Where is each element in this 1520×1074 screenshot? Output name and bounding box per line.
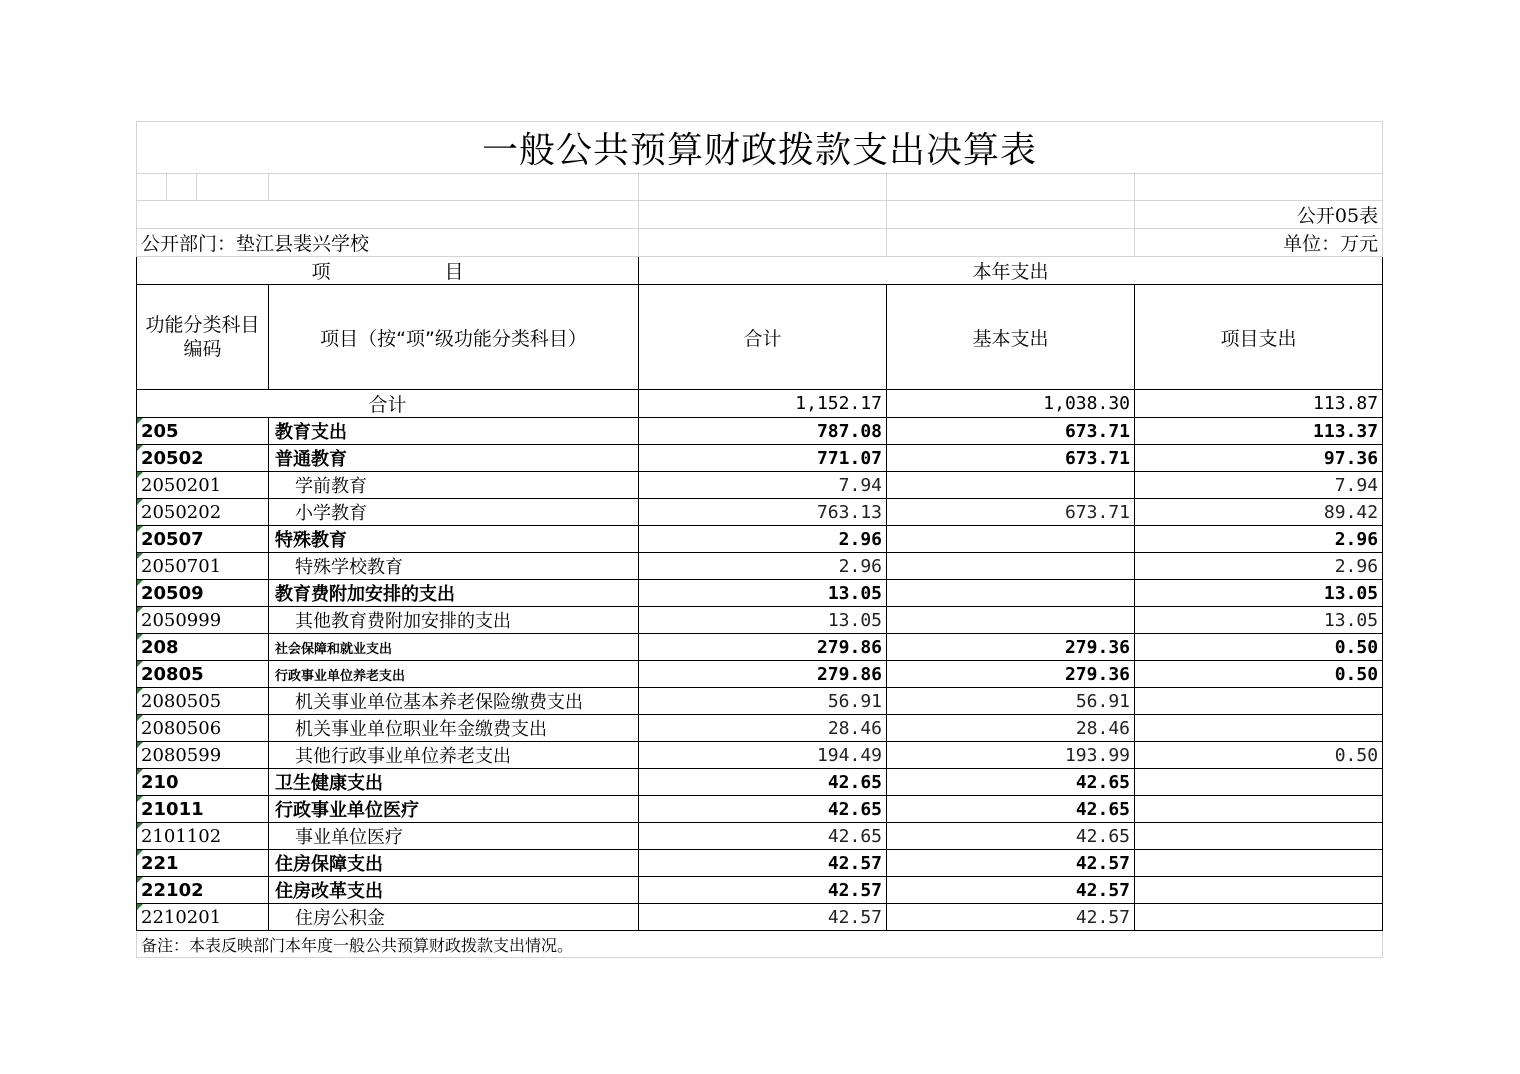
table-row <box>137 850 1383 877</box>
table-row <box>137 904 1383 931</box>
row-name: 其他教育费附加安排的支出 <box>269 607 639 634</box>
row-project: 2.96 <box>1135 526 1383 553</box>
row-name: 事业单位医疗 <box>269 823 639 850</box>
row-basic: 42.57 <box>887 904 1135 931</box>
row-name: 社会保障和就业支出 <box>269 634 639 661</box>
header-name-col: 项目（按“项”级功能分类科目） <box>269 285 639 390</box>
table-row <box>137 445 1383 472</box>
table-row <box>137 688 1383 715</box>
row-total: 279.86 <box>639 661 887 688</box>
form-number: 公开05表 <box>1135 201 1383 229</box>
row-code: 21011 <box>137 796 269 823</box>
row-name: 机关事业单位基本养老保险缴费支出 <box>269 688 639 715</box>
header-project-col: 项目支出 <box>1135 285 1383 390</box>
row-project: 0.50 <box>1135 634 1383 661</box>
total-row-label: 合计 <box>137 390 639 418</box>
row-project <box>1135 850 1383 877</box>
row-code: 20502 <box>137 445 269 472</box>
unit-label: 单位：万元 <box>1135 229 1383 257</box>
row-total: 42.57 <box>639 904 887 931</box>
department-label: 公开部门：垫江县裴兴学校 <box>137 229 639 257</box>
row-code: 2101102 <box>137 823 269 850</box>
row-basic: 673.71 <box>887 499 1135 526</box>
page-title: 一般公共预算财政拨款支出决算表 <box>137 122 1383 174</box>
row-total: 42.57 <box>639 877 887 904</box>
table-row <box>137 661 1383 688</box>
row-total: 13.05 <box>639 607 887 634</box>
table-row <box>137 553 1383 580</box>
row-total: 787.08 <box>639 418 887 445</box>
spreadsheet <box>136 121 1382 958</box>
row-project <box>1135 877 1383 904</box>
row-name: 特殊教育 <box>269 526 639 553</box>
row-total: 194.49 <box>639 742 887 769</box>
row-name: 卫生健康支出 <box>269 769 639 796</box>
row-basic <box>887 607 1135 634</box>
row-code: 205 <box>137 418 269 445</box>
row-project: 13.05 <box>1135 580 1383 607</box>
row-code: 208 <box>137 634 269 661</box>
row-name: 住房保障支出 <box>269 850 639 877</box>
row-project: 0.50 <box>1135 661 1383 688</box>
row-project <box>1135 688 1383 715</box>
row-total: 763.13 <box>639 499 887 526</box>
row-total: 42.65 <box>639 823 887 850</box>
row-basic: 279.36 <box>887 634 1135 661</box>
row-basic: 56.91 <box>887 688 1135 715</box>
row-project <box>1135 715 1383 742</box>
row-basic <box>887 472 1135 499</box>
table-row <box>137 715 1383 742</box>
table-row <box>137 607 1383 634</box>
row-code: 2050999 <box>137 607 269 634</box>
row-total: 771.07 <box>639 445 887 472</box>
table-row <box>137 634 1383 661</box>
row-name: 教育支出 <box>269 418 639 445</box>
row-basic: 193.99 <box>887 742 1135 769</box>
row-total: 7.94 <box>639 472 887 499</box>
header-current-year: 本年支出 <box>639 257 1383 285</box>
row-project: 2.96 <box>1135 553 1383 580</box>
total-row-basic: 1,038.30 <box>887 390 1135 418</box>
row-total: 42.65 <box>639 769 887 796</box>
row-code: 20805 <box>137 661 269 688</box>
row-total: 56.91 <box>639 688 887 715</box>
row-name: 特殊学校教育 <box>269 553 639 580</box>
row-name: 小学教育 <box>269 499 639 526</box>
table-row <box>137 769 1383 796</box>
row-code: 20507 <box>137 526 269 553</box>
row-code: 2080599 <box>137 742 269 769</box>
row-name: 教育费附加安排的支出 <box>269 580 639 607</box>
header-code-col: 功能分类科目编码 <box>137 285 269 390</box>
row-basic <box>887 580 1135 607</box>
row-basic <box>887 526 1135 553</box>
table-row <box>137 796 1383 823</box>
row-code: 210 <box>137 769 269 796</box>
row-project: 7.94 <box>1135 472 1383 499</box>
budget-table <box>136 121 1383 958</box>
table-row <box>137 418 1383 445</box>
table-row <box>137 580 1383 607</box>
row-name: 住房公积金 <box>269 904 639 931</box>
row-project: 0.50 <box>1135 742 1383 769</box>
row-name: 行政事业单位养老支出 <box>269 661 639 688</box>
row-total: 42.65 <box>639 796 887 823</box>
table-row <box>137 526 1383 553</box>
row-name: 普通教育 <box>269 445 639 472</box>
row-basic: 673.71 <box>887 418 1135 445</box>
row-code: 2050201 <box>137 472 269 499</box>
header-total-col: 合计 <box>639 285 887 390</box>
table-note: 备注：本表反映部门本年度一般公共预算财政拨款支出情况。 <box>137 931 1383 958</box>
row-basic: 279.36 <box>887 661 1135 688</box>
row-project <box>1135 904 1383 931</box>
row-basic: 28.46 <box>887 715 1135 742</box>
row-code: 2080505 <box>137 688 269 715</box>
row-project <box>1135 796 1383 823</box>
row-code: 2080506 <box>137 715 269 742</box>
row-code: 2050701 <box>137 553 269 580</box>
row-name: 机关事业单位职业年金缴费支出 <box>269 715 639 742</box>
row-code: 2210201 <box>137 904 269 931</box>
row-basic: 42.65 <box>887 796 1135 823</box>
row-project <box>1135 769 1383 796</box>
header-basic-col: 基本支出 <box>887 285 1135 390</box>
row-project: 113.37 <box>1135 418 1383 445</box>
row-name: 行政事业单位医疗 <box>269 796 639 823</box>
row-total: 2.96 <box>639 526 887 553</box>
table-row <box>137 742 1383 769</box>
row-project: 89.42 <box>1135 499 1383 526</box>
row-total: 28.46 <box>639 715 887 742</box>
row-code: 2050202 <box>137 499 269 526</box>
row-name: 住房改革支出 <box>269 877 639 904</box>
row-code: 22102 <box>137 877 269 904</box>
table-row <box>137 823 1383 850</box>
table-row <box>137 499 1383 526</box>
row-code: 221 <box>137 850 269 877</box>
row-project: 13.05 <box>1135 607 1383 634</box>
row-basic: 42.65 <box>887 823 1135 850</box>
row-project: 97.36 <box>1135 445 1383 472</box>
total-row-total: 1,152.17 <box>639 390 887 418</box>
row-total: 2.96 <box>639 553 887 580</box>
header-item-group: 项 目 <box>137 257 639 285</box>
row-code: 20509 <box>137 580 269 607</box>
table-row <box>137 877 1383 904</box>
row-total: 13.05 <box>639 580 887 607</box>
total-row-project: 113.87 <box>1135 390 1383 418</box>
row-basic: 42.57 <box>887 877 1135 904</box>
row-total: 42.57 <box>639 850 887 877</box>
row-total: 279.86 <box>639 634 887 661</box>
table-row <box>137 472 1383 499</box>
row-name: 学前教育 <box>269 472 639 499</box>
row-basic: 42.57 <box>887 850 1135 877</box>
row-name: 其他行政事业单位养老支出 <box>269 742 639 769</box>
row-basic: 42.65 <box>887 769 1135 796</box>
row-basic <box>887 553 1135 580</box>
row-basic: 673.71 <box>887 445 1135 472</box>
row-project <box>1135 823 1383 850</box>
